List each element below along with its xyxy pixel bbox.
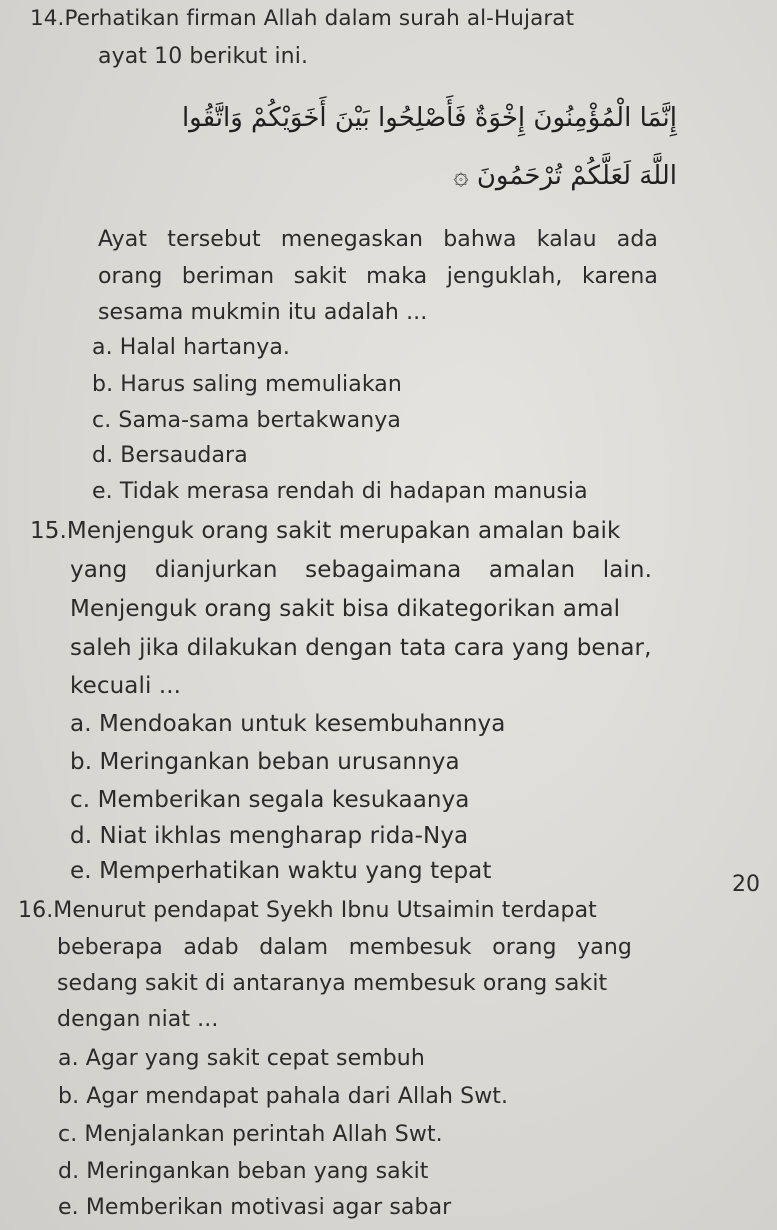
q14-stem-line-2: orang beriman sakit maka jenguklah, karena <box>98 264 658 289</box>
q16-stem-line-3: sedang sakit di antaranya membesuk orang sakit <box>57 971 608 996</box>
q16-option-b: b. Agar mendapat pahala dari Allah Swt. <box>58 1084 509 1109</box>
q14-option-e: e. Tidak merasa rendah di hadapan manusia <box>92 479 588 504</box>
q16-option-a: a. Agar yang sakit cepat sembuh <box>58 1046 425 1071</box>
q14-stem-line-1: Ayat tersebut menegaskan bahwa kalau ada <box>98 227 658 252</box>
q16-option-e: e. Memberikan motivasi agar sabar <box>58 1195 452 1220</box>
q15-stem-line-5: kecuali ... <box>70 673 182 699</box>
q14-stem-line-3: sesama mukmin itu adalah ... <box>98 300 428 325</box>
q15-option-b: b. Meringankan beban urusannya <box>70 749 460 775</box>
q15-option-d: d. Niat ikhlas mengharap rida-Nya <box>70 823 469 849</box>
q14-option-b: b. Harus saling memuliakan <box>92 372 402 397</box>
q14-option-d: d. Bersaudara <box>92 443 248 468</box>
q15-stem-line-3: Menjenguk orang sakit bisa dikategorikan amal <box>70 596 621 622</box>
q16-option-d: d. Meringankan beban yang sakit <box>58 1159 429 1184</box>
q16-option-c: c. Menjalankan perintah Allah Swt. <box>58 1122 443 1147</box>
q14-title-line-2: ayat 10 berikut ini. <box>98 44 309 69</box>
q16-stem-line-4: dengan niat ... <box>57 1007 219 1032</box>
q15-option-c: c. Memberikan segala kesukaanya <box>70 787 470 813</box>
q16-stem-line-2: beberapa adab dalam membesuk orang yang <box>57 935 632 960</box>
q15-stem-line-1: 15.Menjenguk orang sakit merupakan amalan baik <box>30 518 621 544</box>
q15-option-a: a. Mendoakan untuk kesembuhannya <box>70 711 506 737</box>
q16-stem-line-1: 16.Menurut pendapat Syekh Ibnu Utsaimin terdapat <box>18 898 597 923</box>
q15-stem-line-2: yang dianjurkan sebagaimana amalan lain. <box>70 557 652 583</box>
q14-option-a: a. Halal hartanya. <box>92 335 291 360</box>
q14-option-c: c. Sama-sama bertakwanya <box>92 408 401 433</box>
q14-arabic-verse-line-1: إِنَّمَا الْمُؤْمِنُونَ إِخْوَةٌ فَأَصْلِحُوا بَيْنَ أَخَوَيْكُمْ وَاتَّقُوا <box>181 103 677 133</box>
q14-title-line-1: 14.Perhatikan firman Allah dalam surah al-Hujarat <box>30 6 575 31</box>
page-number: 20 <box>732 872 760 897</box>
q15-option-e: e. Memperhatikan waktu yang tepat <box>70 858 492 884</box>
q14-arabic-verse-line-2: اللَّهَ لَعَلَّكُمْ تُرْحَمُونَ ۞ <box>453 161 677 191</box>
q15-stem-line-4: saleh jika dilakukan dengan tata cara yang benar, <box>70 635 652 661</box>
